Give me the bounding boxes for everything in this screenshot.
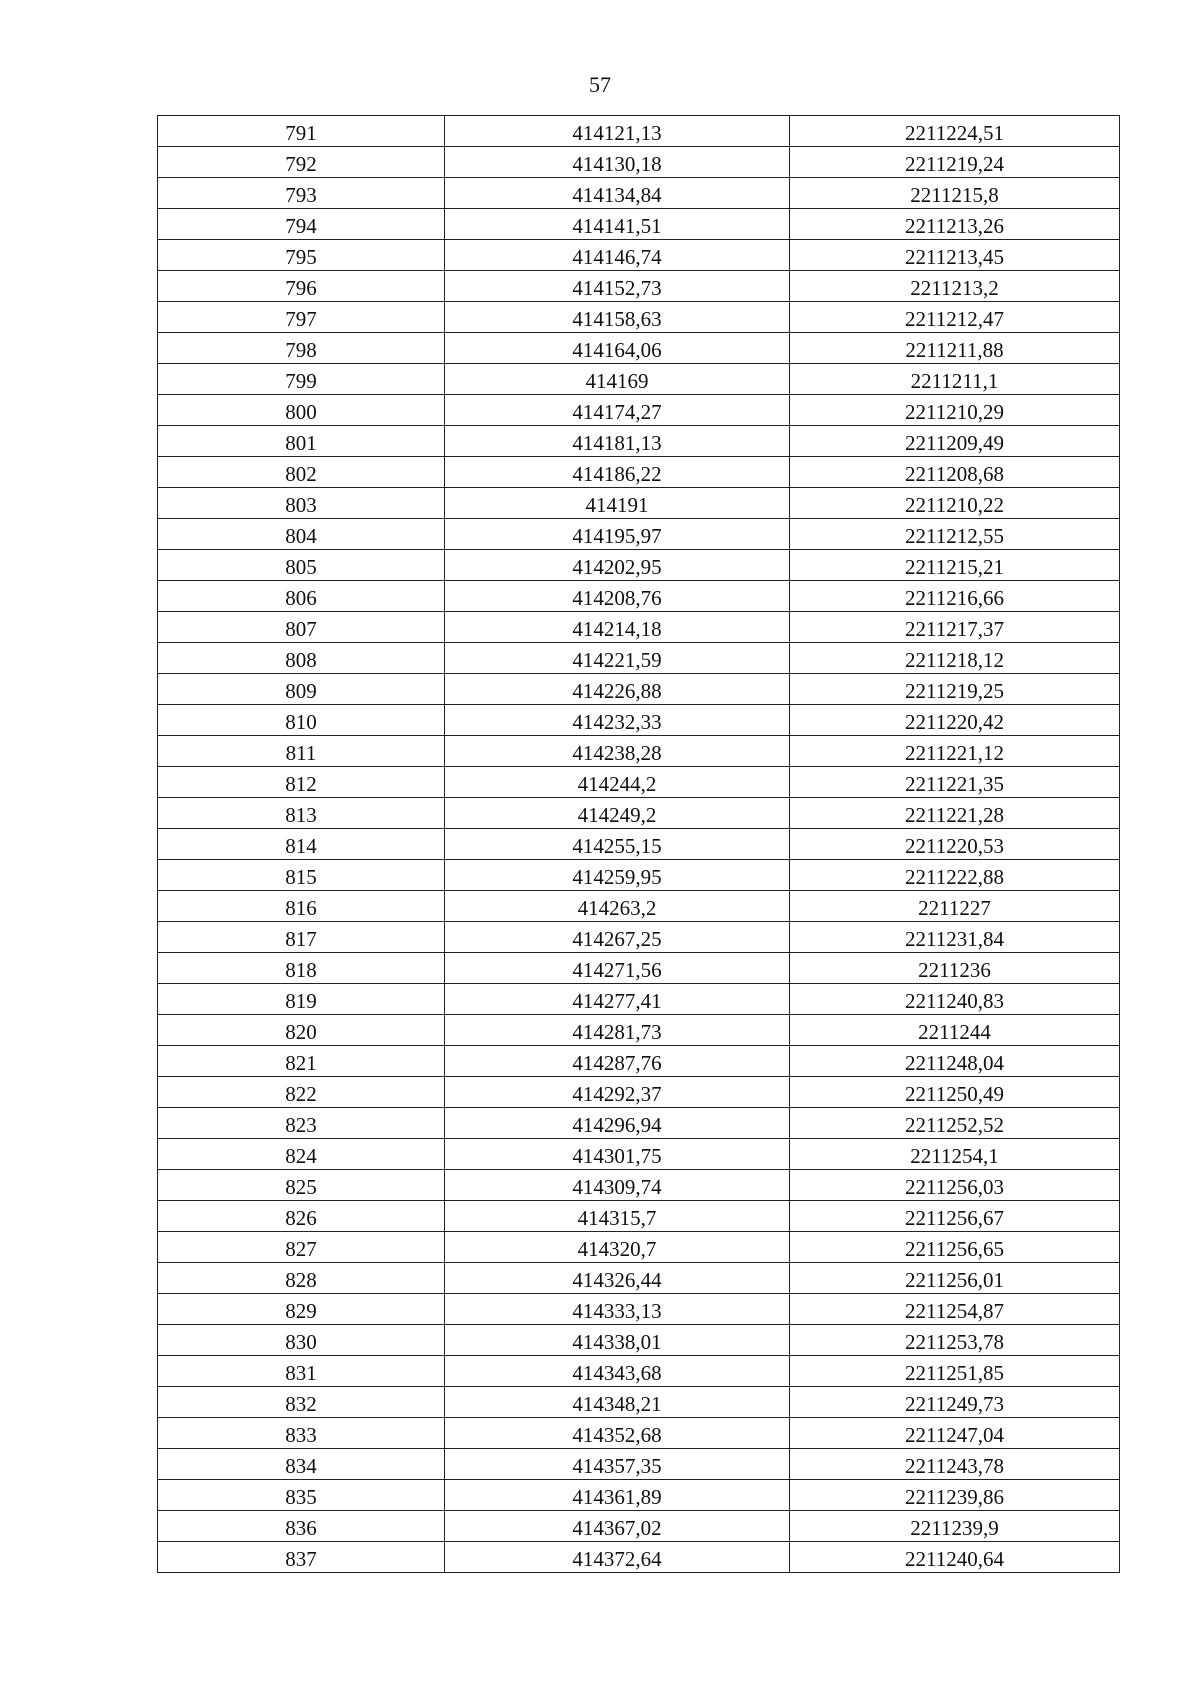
x-coordinate-cell: 414267,25 [445,922,790,953]
point-number-cell: 801 [158,426,445,457]
table-row [158,364,1120,395]
table-row [158,1449,1120,1480]
point-number-cell: 824 [158,1139,445,1170]
table-row [158,643,1120,674]
x-coordinate-cell: 414186,22 [445,457,790,488]
y-coordinate-cell: 2211210,29 [790,395,1120,426]
table-row [158,116,1120,147]
x-coordinate-cell: 414296,94 [445,1108,790,1139]
table-row [158,953,1120,984]
point-number-cell: 803 [158,488,445,519]
y-coordinate-cell: 2211247,04 [790,1418,1120,1449]
point-number-cell: 809 [158,674,445,705]
point-number-cell: 797 [158,302,445,333]
point-number-cell: 811 [158,736,445,767]
x-coordinate-cell: 414367,02 [445,1511,790,1542]
coordinates-table-body [158,116,1120,1573]
y-coordinate-cell: 2211210,22 [790,488,1120,519]
y-coordinate-cell: 2211239,9 [790,1511,1120,1542]
x-coordinate-cell: 414232,33 [445,705,790,736]
table-row [158,984,1120,1015]
x-coordinate-cell: 414202,95 [445,550,790,581]
x-coordinate-cell: 414315,7 [445,1201,790,1232]
point-number-cell: 815 [158,860,445,891]
x-coordinate-cell: 414352,68 [445,1418,790,1449]
x-coordinate-cell: 414326,44 [445,1263,790,1294]
y-coordinate-cell: 2211219,24 [790,147,1120,178]
x-coordinate-cell: 414271,56 [445,953,790,984]
x-coordinate-cell: 414169 [445,364,790,395]
table-row [158,519,1120,550]
y-coordinate-cell: 2211222,88 [790,860,1120,891]
point-number-cell: 833 [158,1418,445,1449]
point-number-cell: 796 [158,271,445,302]
table-row [158,1480,1120,1511]
y-coordinate-cell: 2211213,45 [790,240,1120,271]
x-coordinate-cell: 414226,88 [445,674,790,705]
x-coordinate-cell: 414287,76 [445,1046,790,1077]
table-row [158,1046,1120,1077]
point-number-cell: 820 [158,1015,445,1046]
y-coordinate-cell: 2211212,47 [790,302,1120,333]
point-number-cell: 800 [158,395,445,426]
coordinates-table [157,115,1120,1573]
y-coordinate-cell: 2211256,01 [790,1263,1120,1294]
table-row [158,1108,1120,1139]
point-number-cell: 794 [158,209,445,240]
x-coordinate-cell: 414249,2 [445,798,790,829]
y-coordinate-cell: 2211208,68 [790,457,1120,488]
y-coordinate-cell: 2211211,1 [790,364,1120,395]
point-number-cell: 798 [158,333,445,364]
point-number-cell: 810 [158,705,445,736]
x-coordinate-cell: 414277,41 [445,984,790,1015]
x-coordinate-cell: 414174,27 [445,395,790,426]
y-coordinate-cell: 2211213,2 [790,271,1120,302]
y-coordinate-cell: 2211219,25 [790,674,1120,705]
page-number: 57 [589,72,611,97]
x-coordinate-cell: 414146,74 [445,240,790,271]
y-coordinate-cell: 2211209,49 [790,426,1120,457]
table-row [158,1356,1120,1387]
point-number-cell: 832 [158,1387,445,1418]
y-coordinate-cell: 2211216,66 [790,581,1120,612]
point-number-cell: 827 [158,1232,445,1263]
y-coordinate-cell: 2211239,86 [790,1480,1120,1511]
point-number-cell: 835 [158,1480,445,1511]
y-coordinate-cell: 2211220,53 [790,829,1120,860]
point-number-cell: 808 [158,643,445,674]
y-coordinate-cell: 2211227 [790,891,1120,922]
y-coordinate-cell: 2211211,88 [790,333,1120,364]
y-coordinate-cell: 2211248,04 [790,1046,1120,1077]
y-coordinate-cell: 2211243,78 [790,1449,1120,1480]
point-number-cell: 829 [158,1294,445,1325]
point-number-cell: 795 [158,240,445,271]
table-row [158,1139,1120,1170]
y-coordinate-cell: 2211215,21 [790,550,1120,581]
table-row [158,550,1120,581]
table-row [158,674,1120,705]
x-coordinate-cell: 414141,51 [445,209,790,240]
point-number-cell: 836 [158,1511,445,1542]
y-coordinate-cell: 2211253,78 [790,1325,1120,1356]
x-coordinate-cell: 414357,35 [445,1449,790,1480]
table-row [158,612,1120,643]
point-number-cell: 807 [158,612,445,643]
point-number-cell: 825 [158,1170,445,1201]
y-coordinate-cell: 2211220,42 [790,705,1120,736]
table-row [158,705,1120,736]
point-number-cell: 816 [158,891,445,922]
table-row [158,1263,1120,1294]
point-number-cell: 813 [158,798,445,829]
x-coordinate-cell: 414181,13 [445,426,790,457]
table-row [158,240,1120,271]
y-coordinate-cell: 2211217,37 [790,612,1120,643]
x-coordinate-cell: 414244,2 [445,767,790,798]
y-coordinate-cell: 2211249,73 [790,1387,1120,1418]
x-coordinate-cell: 414134,84 [445,178,790,209]
point-number-cell: 804 [158,519,445,550]
x-coordinate-cell: 414158,63 [445,302,790,333]
table-row [158,1015,1120,1046]
x-coordinate-cell: 414338,01 [445,1325,790,1356]
x-coordinate-cell: 414343,68 [445,1356,790,1387]
point-number-cell: 806 [158,581,445,612]
x-coordinate-cell: 414333,13 [445,1294,790,1325]
y-coordinate-cell: 2211224,51 [790,116,1120,147]
point-number-cell: 830 [158,1325,445,1356]
x-coordinate-cell: 414320,7 [445,1232,790,1263]
table-row [158,798,1120,829]
x-coordinate-cell: 414164,06 [445,333,790,364]
table-row [158,1077,1120,1108]
point-number-cell: 837 [158,1542,445,1573]
x-coordinate-cell: 414263,2 [445,891,790,922]
x-coordinate-cell: 414130,18 [445,147,790,178]
table-row [158,333,1120,364]
x-coordinate-cell: 414214,18 [445,612,790,643]
y-coordinate-cell: 2211244 [790,1015,1120,1046]
y-coordinate-cell: 2211221,12 [790,736,1120,767]
y-coordinate-cell: 2211221,28 [790,798,1120,829]
point-number-cell: 822 [158,1077,445,1108]
point-number-cell: 821 [158,1046,445,1077]
table-row [158,1325,1120,1356]
y-coordinate-cell: 2211218,12 [790,643,1120,674]
table-row [158,1511,1120,1542]
table-row [158,1170,1120,1201]
table-row [158,860,1120,891]
y-coordinate-cell: 2211256,67 [790,1201,1120,1232]
y-coordinate-cell: 2211251,85 [790,1356,1120,1387]
point-number-cell: 819 [158,984,445,1015]
table-row [158,395,1120,426]
y-coordinate-cell: 2211256,65 [790,1232,1120,1263]
point-number-cell: 818 [158,953,445,984]
y-coordinate-cell: 2211254,87 [790,1294,1120,1325]
x-coordinate-cell: 414281,73 [445,1015,790,1046]
table-row [158,457,1120,488]
point-number-cell: 802 [158,457,445,488]
table-row [158,178,1120,209]
x-coordinate-cell: 414259,95 [445,860,790,891]
y-coordinate-cell: 2211215,8 [790,178,1120,209]
point-number-cell: 792 [158,147,445,178]
point-number-cell: 826 [158,1201,445,1232]
x-coordinate-cell: 414208,76 [445,581,790,612]
point-number-cell: 834 [158,1449,445,1480]
y-coordinate-cell: 2211256,03 [790,1170,1120,1201]
y-coordinate-cell: 2211212,55 [790,519,1120,550]
y-coordinate-cell: 2211231,84 [790,922,1120,953]
table-row [158,209,1120,240]
table-row [158,1232,1120,1263]
x-coordinate-cell: 414348,21 [445,1387,790,1418]
table-row [158,581,1120,612]
y-coordinate-cell: 2211252,52 [790,1108,1120,1139]
y-coordinate-cell: 2211213,26 [790,209,1120,240]
point-number-cell: 791 [158,116,445,147]
x-coordinate-cell: 414191 [445,488,790,519]
table-row [158,736,1120,767]
table-row [158,1542,1120,1573]
point-number-cell: 799 [158,364,445,395]
table-row [158,922,1120,953]
x-coordinate-cell: 414121,13 [445,116,790,147]
x-coordinate-cell: 414221,59 [445,643,790,674]
table-row [158,829,1120,860]
x-coordinate-cell: 414152,73 [445,271,790,302]
x-coordinate-cell: 414372,64 [445,1542,790,1573]
point-number-cell: 817 [158,922,445,953]
x-coordinate-cell: 414255,15 [445,829,790,860]
y-coordinate-cell: 2211254,1 [790,1139,1120,1170]
table-row [158,1418,1120,1449]
y-coordinate-cell: 2211236 [790,953,1120,984]
x-coordinate-cell: 414195,97 [445,519,790,550]
point-number-cell: 828 [158,1263,445,1294]
table-row [158,302,1120,333]
table-row [158,271,1120,302]
table-row [158,1294,1120,1325]
point-number-cell: 831 [158,1356,445,1387]
table-row [158,1201,1120,1232]
point-number-cell: 823 [158,1108,445,1139]
table-row [158,147,1120,178]
table-row [158,426,1120,457]
x-coordinate-cell: 414238,28 [445,736,790,767]
x-coordinate-cell: 414292,37 [445,1077,790,1108]
table-row [158,488,1120,519]
table-row [158,767,1120,798]
table-row [158,1387,1120,1418]
point-number-cell: 814 [158,829,445,860]
y-coordinate-cell: 2211221,35 [790,767,1120,798]
x-coordinate-cell: 414301,75 [445,1139,790,1170]
x-coordinate-cell: 414361,89 [445,1480,790,1511]
y-coordinate-cell: 2211250,49 [790,1077,1120,1108]
x-coordinate-cell: 414309,74 [445,1170,790,1201]
y-coordinate-cell: 2211240,64 [790,1542,1120,1573]
point-number-cell: 793 [158,178,445,209]
point-number-cell: 812 [158,767,445,798]
table-row [158,891,1120,922]
point-number-cell: 805 [158,550,445,581]
y-coordinate-cell: 2211240,83 [790,984,1120,1015]
